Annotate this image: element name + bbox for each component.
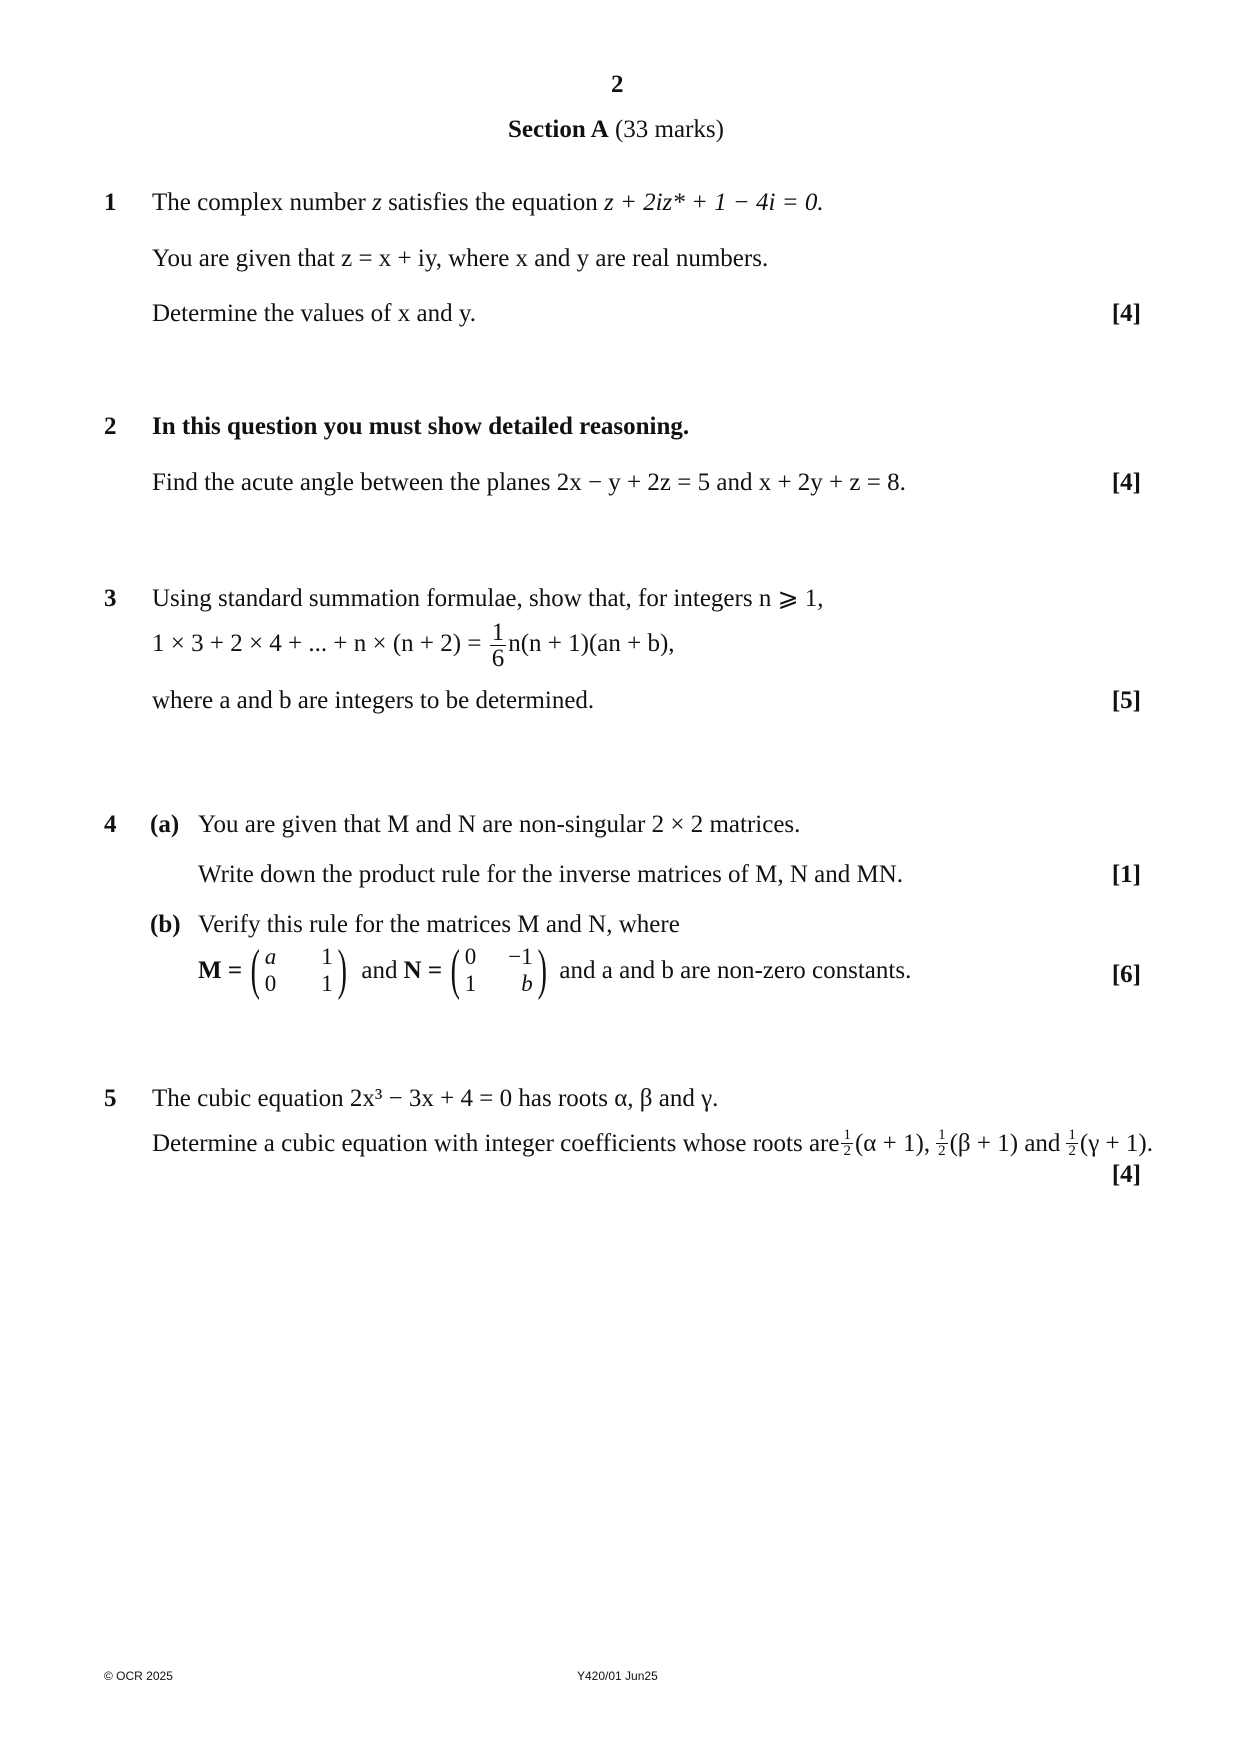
- q5-half-num: 1: [1068, 1127, 1076, 1143]
- matrix-m: ( a 1 0 1 ): [250, 939, 347, 1001]
- matrix-m-label: M =: [198, 956, 243, 984]
- q5-half-den: 2: [938, 1143, 946, 1159]
- q5-half: [936, 1128, 948, 1159]
- question-4a-line-1: You are given that M and N are non-singular 2 × 2 matrices.: [198, 811, 801, 838]
- matrix-n-label: N =: [403, 956, 443, 984]
- q5-text: Determine a cubic equation with integer coefficients whose roots are: [152, 1130, 840, 1157]
- matrix-m-cell: 0: [264, 971, 277, 996]
- q1-text-a: The complex number: [152, 189, 373, 216]
- matrix-n-cell: −1: [508, 944, 533, 969]
- question-4b-marks: [6]: [1111, 961, 1141, 988]
- question-3-number: 3: [104, 585, 117, 612]
- matrix-n: ( 0 −1 1 b ): [450, 939, 547, 1001]
- matrix-m-cell: 1: [321, 944, 333, 969]
- question-3-equation: [152, 620, 675, 671]
- q3-frac-den: 6: [491, 645, 505, 672]
- question-4a-line-2: Write down the product rule for the inverse matrices of M, N and MN.: [198, 861, 904, 888]
- question-5-line-2: [152, 1128, 1153, 1159]
- question-3-marks: [5]: [1111, 687, 1141, 714]
- question-5-number: 5: [104, 1085, 117, 1112]
- q1-equation: z + 2iz* + 1 − 4i = 0.: [603, 189, 824, 216]
- q5-root-1: (α + 1),: [854, 1130, 931, 1157]
- section-heading: [508, 117, 724, 142]
- matrix-n-cell: 1: [464, 971, 477, 996]
- q3-eq-right: n(n + 1)(an + b),: [508, 630, 675, 658]
- matrix-n-cell: 0: [464, 944, 477, 969]
- question-4b-matrices: [198, 939, 912, 1001]
- q3-eq-left: 1 × 3 + 2 × 4 + ... + n × (n + 2) =: [152, 630, 488, 658]
- question-4b-tail: and a and b are non-zero constants.: [559, 956, 912, 984]
- question-4a-marks: [1]: [1111, 861, 1141, 888]
- question-4b-label: (b): [150, 911, 181, 938]
- q1-text-b: satisfies the equation: [381, 189, 604, 216]
- question-1-line-2: You are given that z = x + iy, where x and y are real numbers.: [152, 245, 769, 272]
- question-3-line-1: Using standard summation formulae, show that, for integers n ⩾ 1,: [152, 585, 824, 612]
- matrix-m-cell: 1: [321, 971, 333, 996]
- question-1-line-3: Determine the values of x and y.: [152, 300, 476, 327]
- footer-code: Y420/01 Jun25: [577, 1669, 658, 1683]
- matrix-and-text: and: [361, 956, 398, 984]
- q5-half: [1066, 1128, 1078, 1159]
- question-1-line-1: [152, 190, 824, 215]
- q5-half: [841, 1128, 853, 1159]
- q5-root-2: (β + 1) and: [949, 1130, 1061, 1157]
- question-3-line-3: where a and b are integers to be determined.: [152, 687, 595, 714]
- question-2-line-2: Find the acute angle between the planes 2x − y + 2z = 5 and x + 2y + z = 8.: [152, 469, 906, 496]
- question-4b-line-1: Verify this rule for the matrices M and N, where: [198, 911, 680, 938]
- q5-half-num: 1: [938, 1127, 946, 1143]
- q5-half-den: 2: [1068, 1143, 1076, 1159]
- question-2-number: 2: [104, 413, 117, 440]
- page-number: 2: [611, 71, 624, 98]
- question-5-marks: [4]: [1111, 1161, 1141, 1188]
- q5-half-den: 2: [843, 1143, 851, 1159]
- question-4-number: 4: [104, 811, 117, 838]
- q5-root-3: (γ + 1).: [1079, 1130, 1153, 1157]
- question-2-marks: [4]: [1111, 469, 1141, 496]
- q3-frac-num: 1: [491, 619, 505, 646]
- question-1-number: 1: [104, 189, 117, 216]
- matrix-m-cell: a: [264, 944, 277, 969]
- section-title: Section A: [508, 116, 609, 143]
- footer-copyright: © OCR 2025: [104, 1669, 173, 1683]
- q3-fraction: [490, 620, 507, 671]
- question-1-marks: [4]: [1111, 300, 1141, 327]
- question-4a-label: (a): [150, 811, 180, 838]
- question-5-line-1: The cubic equation 2x³ − 3x + 4 = 0 has roots α, β and γ.: [152, 1085, 719, 1112]
- matrix-n-cell: b: [521, 971, 533, 996]
- section-marks: (33 marks): [614, 116, 724, 143]
- q5-half-num: 1: [843, 1127, 851, 1143]
- q1-var-z: z: [372, 189, 382, 216]
- question-2-instruction: In this question you must show detailed reasoning.: [152, 413, 690, 440]
